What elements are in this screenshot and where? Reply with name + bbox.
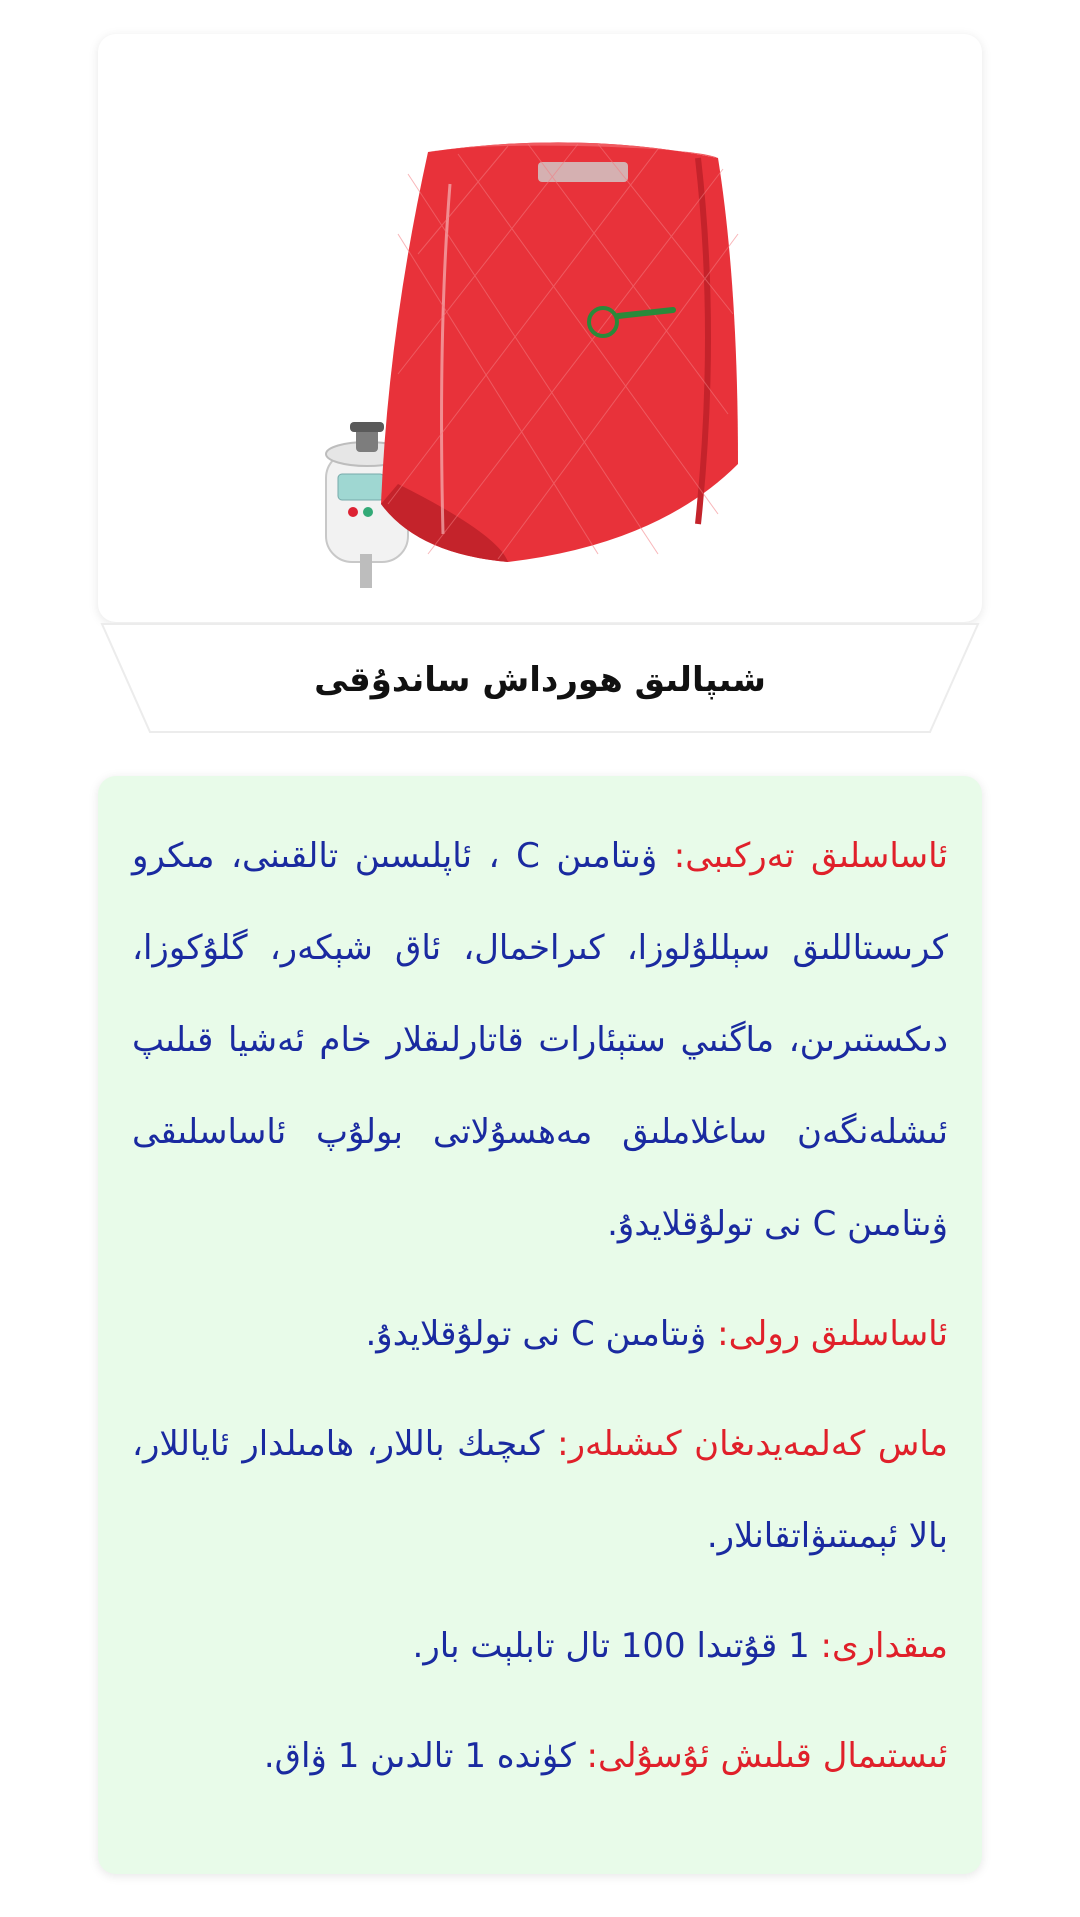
detail-value: كۈندە 1 تالدىن 1 ۋاق. xyxy=(263,1736,587,1776)
detail-value: ۋىتامىن C نى تولۇقلايدۇ. xyxy=(365,1314,718,1354)
detail-not-suitable xyxy=(132,1398,948,1582)
detail-value: 1 قۇتىدا 100 تال تابلېت بار. xyxy=(412,1626,821,1666)
detail-ingredients xyxy=(132,810,948,1270)
detail-quantity xyxy=(132,1600,948,1692)
detail-label: ماس كەلمەيدىغان كىشىلەر: xyxy=(557,1424,949,1464)
product-title: شىپالىق ھورداش ساندۇقى xyxy=(314,660,766,700)
detail-label: ئىستىمال قىلىش ئۇسۇلى: xyxy=(586,1736,948,1776)
product-image xyxy=(98,34,982,622)
product-details-card xyxy=(98,776,982,1874)
product-title-plate xyxy=(100,622,980,736)
detail-label: مىقدارى: xyxy=(820,1626,948,1666)
detail-label: ئاساسلىق تەركىبى: xyxy=(673,836,948,876)
product-image-card xyxy=(98,34,982,622)
detail-usage xyxy=(132,1710,948,1802)
detail-value: ۋىتامىن C ، ئاپلىسىن تالقىنى، مىكرو كرىستاللىق سېللۇلوزا، كىراخمال، ئاق شېكەر، گلۇكوزا، دىكستىرىن، ماگنىي ستېئارات قاتارلىقلار خام ئەشيا قىلىپ ئىشلەنگەن ساغلاملىق مەھسۇلاتى بولۇپ ئاساسلىقى ۋىتامىن C نى تولۇقلايدۇ. xyxy=(132,836,948,1244)
detail-value: كىچىك باللار، ھامىلدار ئاياللار، بالا ئېمىتىۋاتقانلار. xyxy=(132,1424,948,1556)
detail-label: ئاساسلىق رولى: xyxy=(717,1314,948,1354)
detail-main-effect xyxy=(132,1288,948,1380)
sauna-tent xyxy=(381,142,738,562)
